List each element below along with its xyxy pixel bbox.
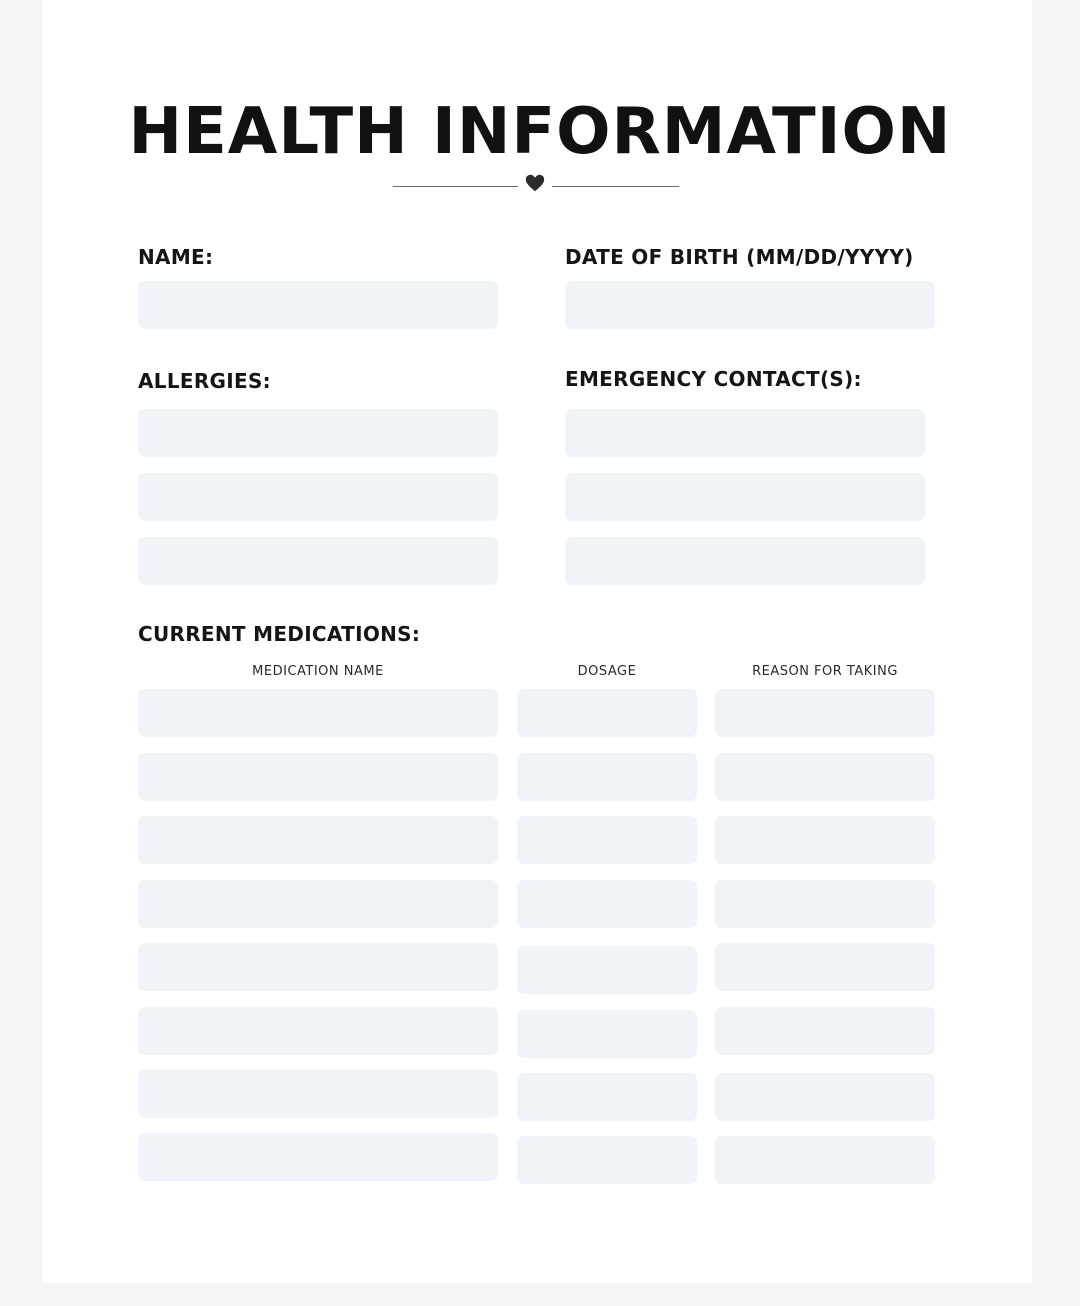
column-header-medication-name: MEDICATION NAME xyxy=(252,664,384,679)
column-header-reason: REASON FOR TAKING xyxy=(752,664,898,679)
medications-label: CURRENT MEDICATIONS: xyxy=(138,622,421,646)
reason-input[interactable] xyxy=(715,1007,935,1055)
allergy-input-2[interactable] xyxy=(138,473,498,521)
page-title: HEALTH INFORMATION xyxy=(128,95,952,169)
name-input[interactable] xyxy=(138,281,498,329)
title-divider-left xyxy=(393,186,518,187)
allergy-input-1[interactable] xyxy=(138,409,498,457)
dosage-input[interactable] xyxy=(517,816,697,864)
medication-name-input[interactable] xyxy=(138,1070,498,1118)
dosage-input[interactable] xyxy=(517,1010,697,1058)
heart-icon xyxy=(524,172,546,194)
dosage-input[interactable] xyxy=(517,1136,697,1184)
emergency-contact-input-2[interactable] xyxy=(565,473,925,521)
reason-input[interactable] xyxy=(715,880,935,928)
reason-input[interactable] xyxy=(715,943,935,991)
allergy-input-3[interactable] xyxy=(138,537,498,585)
medication-name-input[interactable] xyxy=(138,753,498,801)
reason-input[interactable] xyxy=(715,753,935,801)
reason-input[interactable] xyxy=(715,689,935,737)
reason-input[interactable] xyxy=(715,1136,935,1184)
emergency-contact-input-3[interactable] xyxy=(565,537,925,585)
reason-input[interactable] xyxy=(715,1073,935,1121)
emergency-contact-input-1[interactable] xyxy=(565,409,925,457)
name-label: NAME: xyxy=(138,245,214,269)
medication-name-input[interactable] xyxy=(138,1133,498,1181)
reason-input[interactable] xyxy=(715,816,935,864)
dob-label: DATE OF BIRTH (MM/DD/YYYY) xyxy=(565,245,914,269)
medication-name-input[interactable] xyxy=(138,880,498,928)
dosage-input[interactable] xyxy=(517,946,697,994)
dosage-input[interactable] xyxy=(517,689,697,737)
title-divider-right xyxy=(552,186,679,187)
medication-name-input[interactable] xyxy=(138,1007,498,1055)
medication-name-input[interactable] xyxy=(138,943,498,991)
dosage-input[interactable] xyxy=(517,1073,697,1121)
dosage-input[interactable] xyxy=(517,753,697,801)
emergency-contacts-label: EMERGENCY CONTACT(S): xyxy=(565,367,862,391)
medication-name-input[interactable] xyxy=(138,816,498,864)
medication-name-input[interactable] xyxy=(138,689,498,737)
dosage-input[interactable] xyxy=(517,880,697,928)
dob-input[interactable] xyxy=(565,281,935,329)
allergies-label: ALLERGIES: xyxy=(138,369,271,393)
column-header-dosage: DOSAGE xyxy=(577,664,637,679)
